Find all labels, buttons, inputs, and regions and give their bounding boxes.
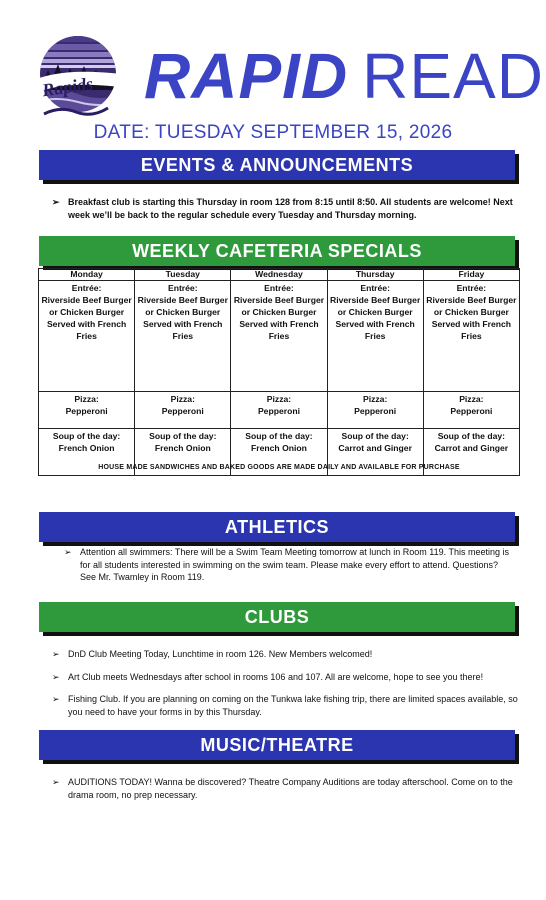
issue-date: DATE: TUESDAY SEPTEMBER 15, 2026 [93, 122, 453, 143]
soup-cell: Soup of the day: Carrot and Ginger [327, 429, 423, 476]
bullet-arrow-icon: ➢ [52, 197, 60, 207]
day-header: Thursday [327, 269, 423, 281]
bullet-arrow-icon: ➢ [52, 649, 60, 659]
day-header: Wednesday [231, 269, 327, 281]
list-item: ➢ Fishing Club. If you are planning on coming on the Tunkwa lake fishing trip, there are limited spaces available, so you need to have your forms in by this Thursday. [52, 694, 518, 717]
events-list [52, 196, 522, 221]
bullet-arrow-icon: ➢ [52, 694, 60, 704]
music-theatre-banner: MUSIC/THEATRE [39, 730, 515, 760]
cafeteria-table [38, 268, 520, 476]
cafeteria-note: HOUSE MADE SANDWICHES AND BAKED GOODS ARE MADE DAILY AND AVAILABLE FOR PURCHASE [98, 464, 460, 471]
soup-cell: Soup of the day: Carrot and Ginger [423, 429, 519, 476]
entree-cell: Entrée: Riverside Beef Burger or Chicken Burger Served with French Fries [135, 281, 231, 392]
cafeteria-banner: WEEKLY CAFETERIA SPECIALS [39, 236, 515, 266]
soup-cell: Soup of the day: French Onion [135, 429, 231, 476]
pizza-cell: Pizza: Pepperoni [327, 392, 423, 429]
table-row [39, 269, 520, 281]
pizza-cell: Pizza: Pepperoni [231, 392, 327, 429]
music-list [52, 776, 522, 801]
list-item: ➢ Breakfast club is starting this Thursday in room 128 from 8:15 until 8:50. All students are welcome! Next week we’ll be back to the regular schedule every Tuesday and Thursday morning. [52, 197, 513, 220]
soup-cell: Soup of the day: French Onion [39, 429, 135, 476]
table-row [39, 281, 520, 392]
bullet-arrow-icon: ➢ [52, 777, 60, 787]
entree-cell: Entrée: Riverside Beef Burger or Chicken Burger Served with French Fries [231, 281, 327, 392]
day-header: Monday [39, 269, 135, 281]
athletics-list [64, 546, 514, 584]
list-item: ➢ Art Club meets Wednesdays after school in rooms 106 and 107. All are welcome, hope to see you there! [52, 671, 484, 682]
list-item: ➢ DnD Club Meeting Today, Lunchtime in room 126. New Members welcomed! [52, 649, 373, 659]
day-header: Friday [423, 269, 519, 281]
pizza-cell: Pizza: Pepperoni [423, 392, 519, 429]
list-item: ➢ Attention all swimmers: There will be a Swim Team Meeting tomorrow at lunch in Room 119. This meeting is for all students interested in swimming on the swim team. Please make every effort to attend. Questions? See Mr. Twamley in Room 119. [64, 547, 510, 582]
events-banner: EVENTS & ANNOUNCEMENTS [39, 150, 515, 180]
pizza-cell: Pizza: Pepperoni [135, 392, 231, 429]
logo-text: Rapids [40, 73, 95, 101]
clubs-banner: CLUBS [39, 602, 515, 632]
table-row [39, 392, 520, 429]
entree-cell: Entrée: Riverside Beef Burger or Chicken Burger Served with French Fries [327, 281, 423, 392]
day-header: Tuesday [135, 269, 231, 281]
entree-cell: Entrée: Riverside Beef Burger or Chicken Burger Served with French Fries [39, 281, 135, 392]
entree-cell: Entrée: Riverside Beef Burger or Chicken Burger Served with French Fries [423, 281, 519, 392]
clubs-list [52, 648, 522, 718]
bullet-arrow-icon: ➢ [64, 547, 72, 557]
bullet-arrow-icon: ➢ [52, 671, 60, 682]
newsletter-title [144, 36, 544, 116]
pizza-cell: Pizza: Pepperoni [39, 392, 135, 429]
list-item: ➢ AUDITIONS TODAY! Wanna be discovered? Theatre Company Auditions are today afterschool. Come on to the drama room, no prep necessary. [52, 777, 513, 800]
athletics-banner: ATHLETICS [39, 512, 515, 542]
title-read: READ [362, 40, 544, 112]
soup-cell: Soup of the day: French Onion [231, 429, 327, 476]
school-logo [26, 30, 124, 122]
title-rapid: RAPID [144, 40, 349, 112]
